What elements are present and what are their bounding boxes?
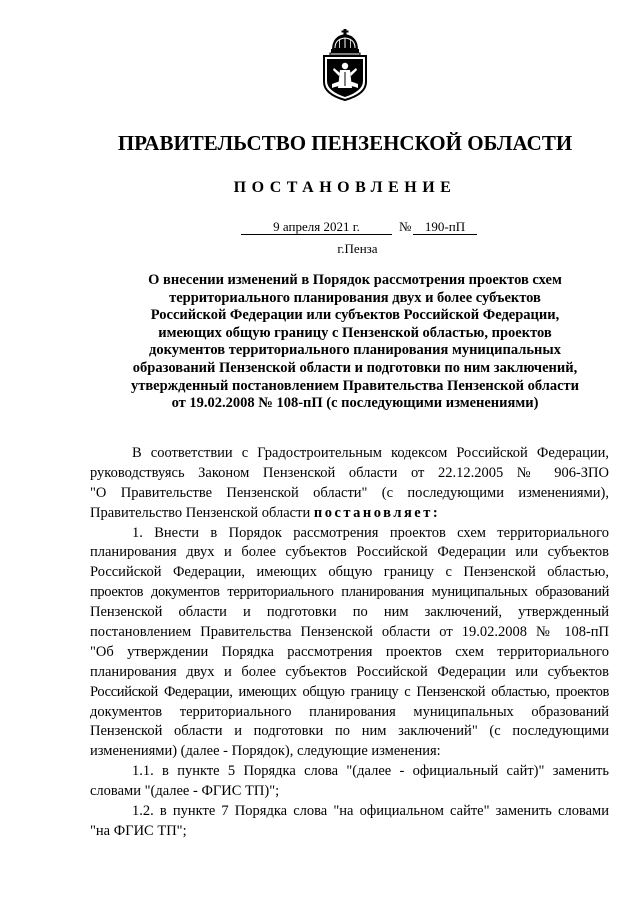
body-line: "на ФГИС ТП"; <box>90 822 187 839</box>
body-line <box>90 504 609 524</box>
heading-line: О внесении изменений в Порядок рассмотрения проектов схем <box>148 272 562 288</box>
body-line: планирования двух и более субъектов Российской Федерации или субъектов <box>90 544 609 561</box>
document-heading <box>120 272 590 413</box>
body-line: постановлением Правительства Пензенской области от 19.02.2008 № 108-пП <box>90 624 609 641</box>
body-line: изменениями) (далее - Порядок), следующие изменения: <box>90 743 441 760</box>
body-line: "О Правительстве Пензенской области" (с последующими изменениями), <box>90 484 609 501</box>
body-line: Пензенской области и подготовки по ним заключений" (с последующими <box>90 723 609 740</box>
heading-line: образований Пензенской области и подготовки по ним заключений, <box>132 359 578 376</box>
body-line: Российской Федерации, имеющих общую границу с Пензенской областью, <box>90 564 609 581</box>
body-line: планирования двух и более субъектов Российской Федерации или субъектов <box>90 663 609 680</box>
document-date: 9 апреля 2021 г. <box>241 219 392 235</box>
body-line: "Об утверждении Порядка рассмотрения проектов схем территориального <box>90 643 609 660</box>
body-line: документов территориального планирования муниципальных образований <box>90 703 609 720</box>
body-line: Пензенской области и подготовки по ним заключений, утвержденный <box>90 604 609 621</box>
body-line: проектов документов территориального планирования муниципальных образований <box>90 584 609 601</box>
body-line: В соответствии с Градостроительным кодексом Российской Федерации, <box>132 445 609 461</box>
coat-of-arms-icon <box>318 28 372 102</box>
heading-line: документов территориального планирования муниципальных <box>149 342 561 359</box>
heading-line: имеющих общую границу с Пензенской областью, проектов <box>158 324 552 341</box>
decree-verb: постановляет: <box>313 504 441 521</box>
government-title: ПРАВИТЕЛЬСТВО ПЕНЗЕНСКОЙ ОБЛАСТИ <box>117 131 573 155</box>
body-line: 1.2. в пункте 7 Порядка слова "на официальном сайте" заменить словами <box>132 803 609 820</box>
heading-line: утвержденный постановлением Правительства Пензенской области <box>130 377 580 394</box>
body-line: руководствуясь Законом Пензенской области от 22.12.2005 № 906-ЗПО <box>90 464 609 481</box>
preamble-subject: Правительство Пензенской области <box>90 504 311 521</box>
document-city: г.Пенза <box>337 241 378 256</box>
body-line: словами "(далее - ФГИС ТП)"; <box>90 783 280 800</box>
number-sign: № <box>399 219 412 234</box>
body-line: 1. Внести в Порядок рассмотрения проектов схем территориального <box>132 524 609 541</box>
document-type: ПОСТАНОВЛЕНИЕ <box>233 179 457 196</box>
heading-line: территориального планирования двух и более субъектов <box>169 289 541 306</box>
body-line: Российской Федерации, имеющих общую границу с Пензенской областью, проектов <box>90 683 609 700</box>
document-body <box>90 444 609 842</box>
heading-line: от 19.02.2008 № 108-пП (с последующими изменениями) <box>171 395 539 412</box>
body-line: 1.1. в пункте 5 Порядка слова "(далее - официальный сайт)" заменить <box>132 763 609 780</box>
document-number: 190-пП <box>413 219 477 235</box>
heading-line: Российской Федерации или субъектов Российской Федерации, <box>150 307 560 324</box>
